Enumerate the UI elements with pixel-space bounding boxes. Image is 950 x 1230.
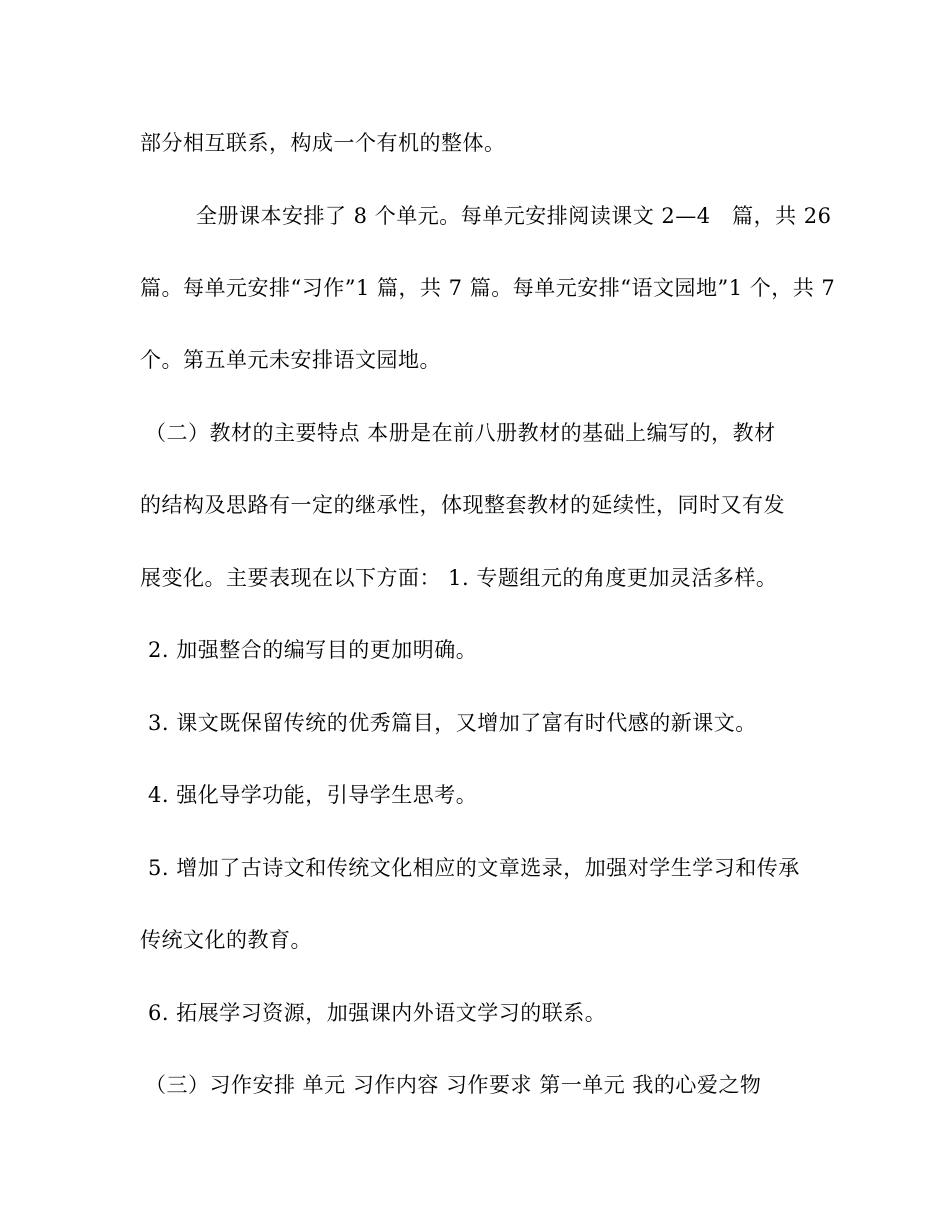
- section-heading-line: （二）教材的主要特点 本册是在前八册教材的基础上编写的，教材: [145, 421, 776, 445]
- text-line: 的结构及思路有一定的继承性，体现整套教材的延续性，同时又有发: [140, 493, 785, 517]
- list-item: 2. 加强整合的编写目的更加明确。: [148, 638, 478, 662]
- text-line: 展变化。主要表现在以下方面： 1. 专题组元的角度更加灵活多样。: [140, 566, 778, 590]
- text-line: 全册课本安排了 8 个单元。每单元安排阅读课文 2—4 篇，共 26: [196, 204, 832, 228]
- list-item: 4. 强化导学功能，引导学生思考。: [148, 783, 478, 807]
- list-item: 5. 增加了古诗文和传统文化相应的文章选录，加强对学生学习和传承: [148, 856, 800, 880]
- text-line: 传统文化的教育。: [140, 928, 312, 952]
- list-item: 3. 课文既保留传统的优秀篇目，又增加了富有时代感的新课文。: [148, 711, 757, 735]
- list-item: 6. 拓展学习资源，加强课内外语文学习的联系。: [148, 1001, 607, 1025]
- section-heading-line: （三）习作安排 单元 习作内容 习作要求 第一单元 我的心爱之物: [145, 1073, 762, 1097]
- text-line: 部分相互联系，构成一个有机的整体。: [140, 131, 506, 155]
- text-line: 个。第五单元未安排语文园地。: [140, 348, 441, 372]
- text-line: 篇。每单元安排“习作”1 篇，共 7 篇。每单元安排“语文园地”1 个，共 7: [140, 276, 836, 300]
